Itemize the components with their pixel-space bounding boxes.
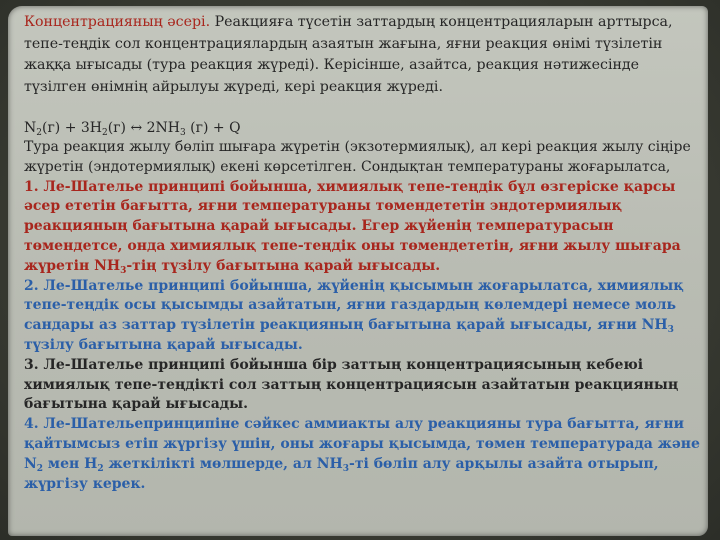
eq-n: N (24, 120, 37, 136)
point-2-text-b: түзілу бағытына қарай ығысады. (24, 336, 303, 353)
point-4-sub-h: 2 (97, 463, 104, 474)
eq-part3: (г) + Q (185, 120, 241, 136)
eq-h-sub: 2 (102, 128, 108, 138)
point-2-sub: 3 (667, 325, 674, 336)
point-4-text-d: -ті бөліп алу арқылы азайта отырып, жүргізу керек. (24, 455, 659, 492)
point-2-text-a: 2. Ле-Шателье принципі бойынша, жүйенің қысымын жоғарылатса, химиялық тепе-теңдік осы қысымды азайтатын, яғни газдардың көлемдері немесе моль сандары аз заттар түзілетін реакцияның бағытына қарай ығысады, яғни NH (24, 277, 684, 334)
point-4-text-a: 4. Ле-Шательепринципіне сәйкес аммиакты алу реакцияны тура бағытта, яғни қайтымсыз етіп жүргізу үшін, оны жоғары қысымда, төмен температурада және N (24, 416, 700, 472)
eq-nh-sub: 3 (180, 128, 186, 138)
eq-part1: (г) + 3H (41, 120, 102, 136)
intro-paragraph (24, 12, 704, 98)
intro-text: Реакцияға түсетін заттардың концентрацияларын арттырса, тепе-теңдік сол концентрациялардың азаятын жағына, яғни реакция өнімі түзілетін жаққа ығысады (тура реакция жүреді). Керісінше, азайтса, реакция нәтижесінде түзілген өнімнің айрылуы жүреді, кері реакция жүреді. (24, 14, 673, 95)
plain-paragraph: Тура реакция жылу бөліп шығара жүретін (экзотермиялық), ал кері реакция жылу сіңіре жүретін (эндотермиялық) екені көрсетілген. Сондықтан температураны жоғарылатса, (24, 139, 691, 175)
point-1-text-b: -тің түзілу бағытына қарай ығысады. (126, 257, 441, 274)
point-3-text: . Ле-Шателье принципі бойынша бір заттың концентрациясының кебеюі химиялық тепе-теңдікті сол заттың концентрациясын азайтатын реакцияның бағытына қарай ығысады. (24, 356, 679, 413)
point-4-text-c: жеткілікті мөлшерде, ал NH (103, 455, 343, 472)
point-3 (24, 357, 678, 413)
point-2 (24, 278, 684, 353)
point-3-num: 3 (24, 356, 34, 373)
reaction-equation (24, 118, 704, 138)
point-1 (24, 179, 681, 274)
point-1-sub: 3 (120, 265, 127, 276)
point-4-sub-n: 2 (36, 463, 44, 474)
slide-content (24, 12, 704, 494)
point-4-sub-nh: 3 (342, 463, 350, 474)
body-text (24, 138, 704, 494)
eq-n-sub: 2 (36, 128, 42, 138)
point-4 (24, 416, 700, 491)
intro-lead: Концентрацияның әсері. (24, 14, 211, 30)
point-4-text-b: мен H (43, 455, 98, 472)
point-1-text-a: 1. Ле-Шателье принципі бойынша, химиялық тепе-теңдік бұл өзгеріске қарсы әсер ететін бағытта, яғни температураны төмендететін эндотермиялық реакцияның бағытына қарай ығысады. Егер жүйенің температурасын төмендетсе, онда химиялық тепе-теңдік оны төмендететін, яғни жылу шығара жүретін NH (24, 178, 681, 274)
eq-part2: (г) ↔ 2NH (107, 120, 180, 136)
